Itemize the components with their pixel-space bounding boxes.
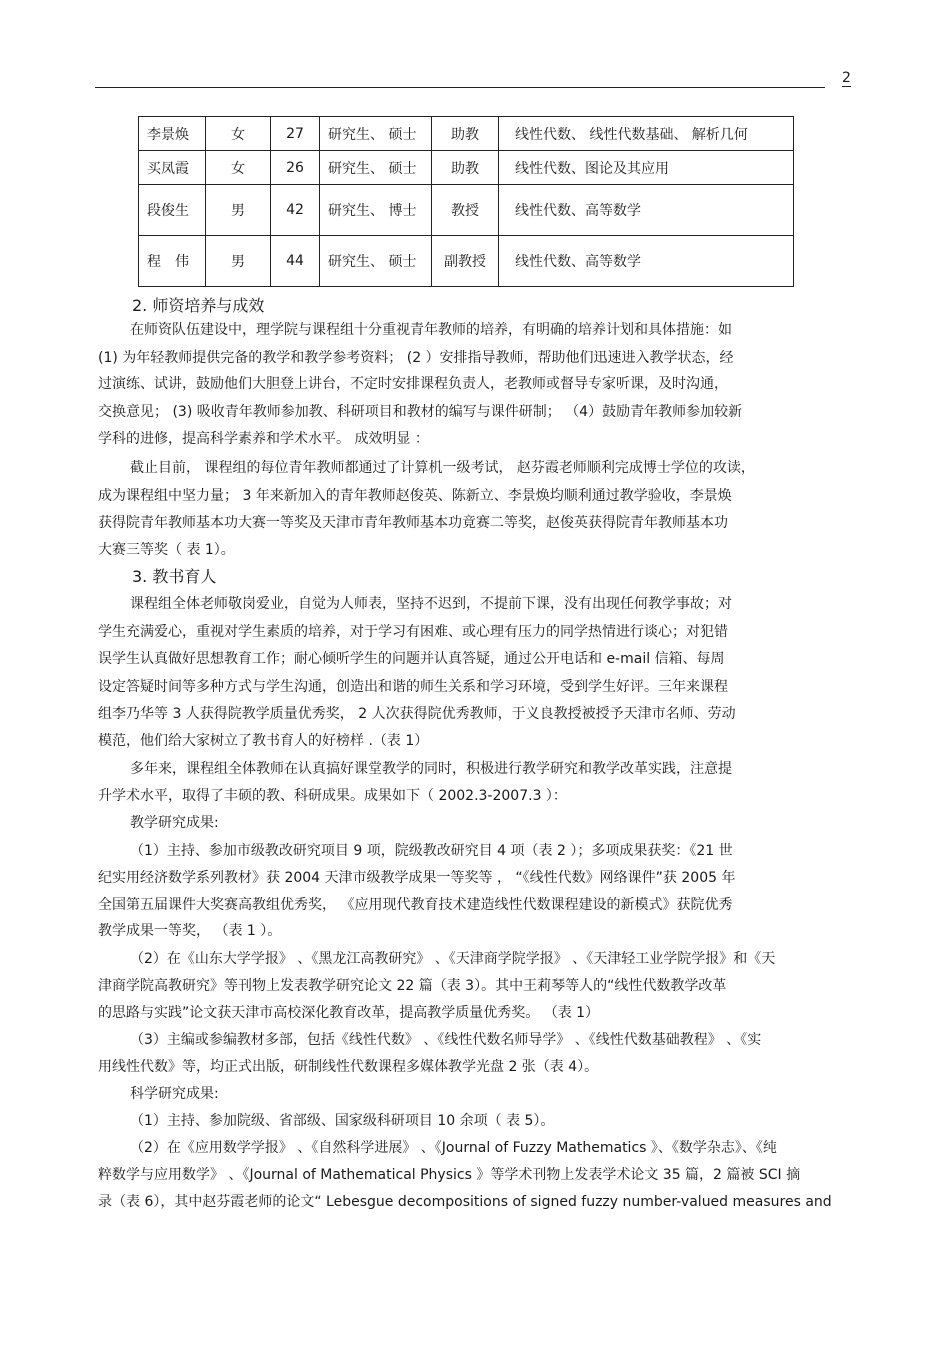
body-line: 纪实用经济数学系列教材》获 2004 天津市级教学成果一等奖等 ， “《线性代数》网络课件”获 2005 年 — [98, 870, 736, 886]
body-line: 全国第五届课件大奖赛高教组优秀奖， 《应用现代教育技术建造线性代数课程建设的新模式》获院优秀 — [98, 897, 733, 913]
staff-education: 研究生、 硕士 — [320, 117, 432, 151]
staff-age: 27 — [271, 117, 320, 151]
body-line: 在师资队伍建设中，理学院与课程组十分重视青年教师的培养，有明确的培养计划和具体措施：如 — [130, 322, 732, 338]
staff-age: 26 — [271, 151, 320, 185]
staff-sex: 男 — [206, 236, 271, 287]
staff-name: 李景焕 — [139, 117, 206, 151]
body-line: 用线性代数》等，均正式出版，研制线性代数课程多媒体教学光盘 2 张（表 4）。 — [98, 1059, 599, 1075]
staff-table — [138, 116, 794, 287]
body-line: （1）主持、参加市级教改研究项目 9 项，院级教改研究目 4 项（表 2 ）；多项成果获奖：《21 世 — [130, 843, 733, 859]
body-line: 课程组全体老师敬岗爱业，自觉为人师表，坚持不迟到，不提前下课，没有出现任何教学事故；对 — [130, 596, 732, 612]
staff-sex: 男 — [206, 185, 271, 236]
body-line: 多年来，课程组全体教师在认真搞好课堂教学的同时，积极进行教学研究和教学改革实践，注意提 — [130, 761, 732, 777]
table-row — [139, 151, 794, 185]
table-row — [139, 236, 794, 287]
body-line: 的思路与实践”论文获天津市高校深化教育改革，提高教学质量优秀奖。 （表 1） — [98, 1005, 600, 1021]
section-heading: 2. 师资培养与成效 — [132, 296, 265, 315]
staff-title: 助教 — [432, 151, 499, 185]
body-line: 津商学院高教研究》等刊物上发表教学研究论文 22 篇（表 3）。其中王莉琴等人的“线性代数教学改革 — [98, 978, 727, 994]
staff-courses: 线性代数、图论及其应用 — [499, 151, 794, 185]
staff-name: 段俊生 — [139, 185, 206, 236]
body-line: 设定答疑时间等多种方式与学生沟通，创造出和谐的师生关系和学习环境，受到学生好评。三年来课程 — [98, 679, 728, 695]
staff-courses: 线性代数、高等数学 — [499, 236, 794, 287]
section-heading: 3. 教书育人 — [132, 567, 217, 586]
body-line: (1) 为年轻教师提供完备的教学和教学参考资料； (2 ）安排指导教师，帮助他们迅速进入教学状态，经 — [98, 350, 734, 366]
staff-education: 研究生、 硕士 — [320, 236, 432, 287]
staff-title: 副教授 — [432, 236, 499, 287]
staff-age: 44 — [271, 236, 320, 287]
body-line: 组李乃华等 3 人获得院教学质量优秀奖， 2 人次获得院优秀教师，于义良教授被授予天津市名师、劳动 — [98, 706, 736, 722]
body-line: 成为课程组中坚力量； 3 年来新加入的青年教师赵俊英、陈新立、李景焕均顺利通过教学验收，李景焕 — [98, 488, 732, 504]
body-line: 升学术水平，取得了丰硕的教、科研成果。成果如下（ 2002.3-2007.3 ）： — [98, 788, 567, 804]
body-line: 大赛三等奖（ 表 1）。 — [98, 542, 235, 558]
staff-sex: 女 — [206, 117, 271, 151]
staff-title: 教授 — [432, 185, 499, 236]
header-rule — [95, 87, 825, 88]
staff-education: 研究生、 博士 — [320, 185, 432, 236]
body-line: 误学生认真做好思想教育工作；耐心倾听学生的问题并认真答疑，通过公开电话和 e-mail 信箱、每周 — [98, 651, 725, 667]
table-row — [139, 185, 794, 236]
body-line: 学科的进修，提高科学素养和学术水平。 成效明显 ： — [98, 431, 429, 447]
table-row — [139, 117, 794, 151]
body-line: 过演练、试讲，鼓励他们大胆登上讲台，不定时安排课程负责人，老教师或督导专家听课，及时沟通， — [98, 376, 728, 392]
page-number: 2 — [842, 70, 851, 86]
body-line: （1）主持、参加院级、省部级、国家级科研项目 10 余项（ 表 5）。 — [130, 1113, 555, 1129]
body-line: 科学研究成果: — [130, 1086, 219, 1102]
body-line: 获得院青年教师基本功大赛一等奖及天津市青年教师基本功竟赛二等奖，赵俊英获得院青年教师基本功 — [98, 515, 728, 531]
staff-sex: 女 — [206, 151, 271, 185]
staff-education: 研究生、 硕士 — [320, 151, 432, 185]
staff-age: 42 — [271, 185, 320, 236]
body-line: 教学成果一等奖， （表 1 ）。 — [98, 923, 282, 939]
staff-courses: 线性代数、高等数学 — [499, 185, 794, 236]
staff-name: 买凤霞 — [139, 151, 206, 185]
staff-name: 程 伟 — [139, 236, 206, 287]
body-line: 录（表 6），其中赵芬霞老师的论文“ Lebesgue decompositions of signed fuzzy number-valued measures and — [98, 1194, 832, 1210]
body-line: 粹数学与应用数学》 、《Journal of Mathematical Physics 》等学术刊物上发表学术论文 35 篇，2 篇被 SCI 摘 — [98, 1167, 801, 1183]
body-line: 模范，他们给大家树立了教书育人的好榜样 .（表 1） — [98, 733, 429, 749]
body-line: （2）在《应用数学学报》 、《自然科学进展》 、《Journal of Fuzzy Mathematics 》、《数学杂志》、《纯 — [130, 1140, 777, 1156]
body-line: 教学研究成果: — [130, 815, 219, 831]
body-line: （2）在《山东大学学报》 、《黑龙江高教研究》 、《天津商学院学报》 、《天津轻工业学院学报》和《天 — [130, 951, 776, 967]
body-line: （3）主编或参编教材多部，包括《线性代数》 、《线性代数名师导学》 、《线性代数基础教程》 、《实 — [130, 1032, 762, 1048]
staff-title: 助教 — [432, 117, 499, 151]
body-line: 学生充满爱心，重视对学生素质的培养，对于学习有困难、或心理有压力的同学热情进行谈心；对犯错 — [98, 624, 728, 640]
body-line: 截止目前， 课程组的每位青年教师都通过了计算机一级考试， 赵芬霞老师顺利完成博士学位的攻读， — [130, 460, 755, 476]
staff-courses: 线性代数、 线性代数基础、 解析几何 — [499, 117, 794, 151]
body-line: 交换意见； (3) 吸收青年教师参加教、科研项目和教材的编写与课件研制； （4）鼓励青年教师参加较新 — [98, 404, 743, 420]
